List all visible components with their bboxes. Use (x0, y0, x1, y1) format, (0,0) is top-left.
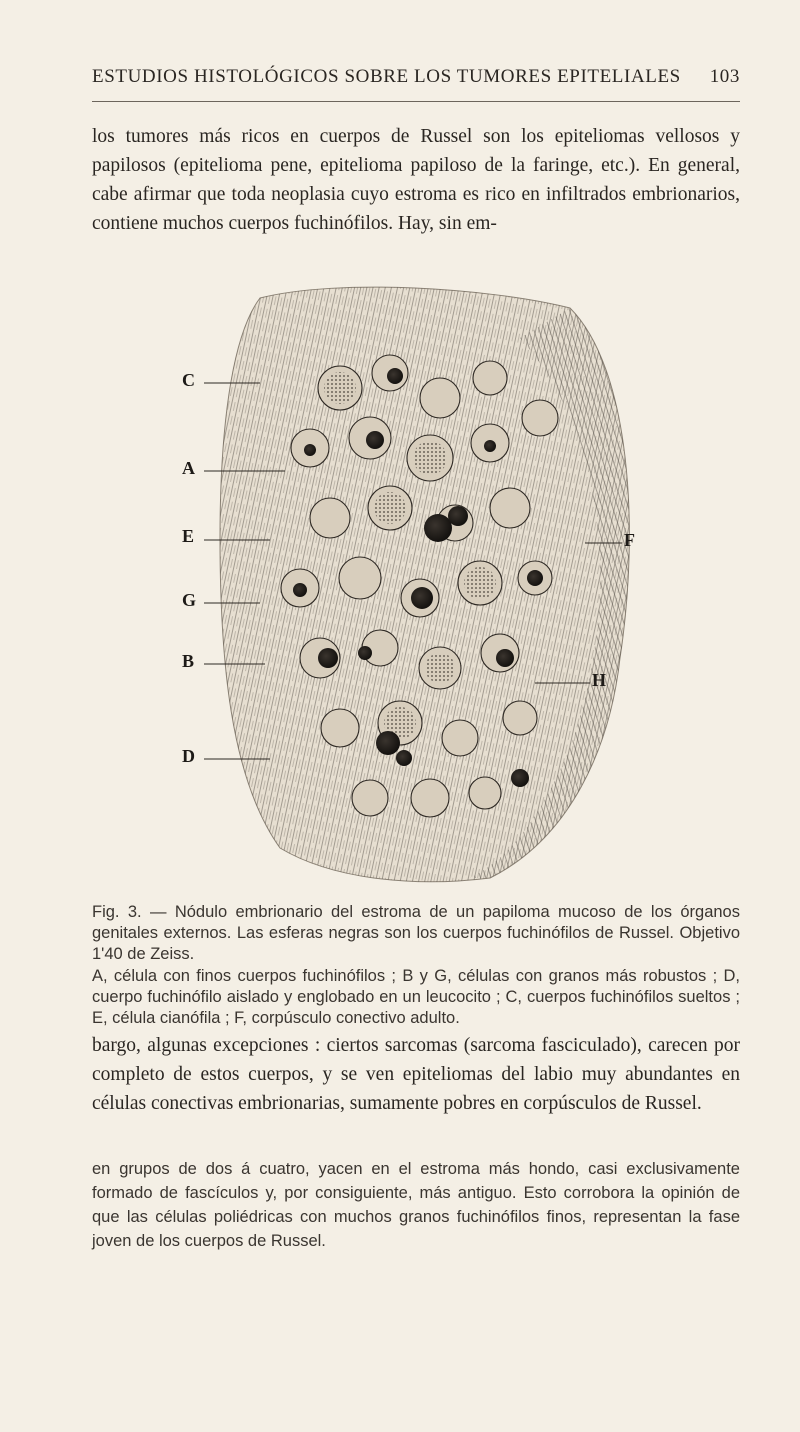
figure-label-d: D (182, 746, 195, 766)
paragraph-1: los tumores más ricos en cuerpos de Russel son los epiteliomas vellosos y papilosos (epitelioma pene, epitelioma papiloso de la faringe, etc.). En general, cabe afirmar que toda neoplasia cuyo estroma es rico en infiltrados embrionarios, contiene muchos cuerpos fuchinófilos. Hay, sin em- (92, 126, 740, 234)
paragraph-3: en grupos de dos á cuatro, yacen en el estroma más hondo, casi exclusivamente formado de fascículos y, por consiguiente, más antiguo. Esto corrobora la opinión de que las células poliédricas con muchos granos fuchinófilos finos, representan la fase joven de los cuerpos de Russel. (92, 1160, 740, 1250)
figure-label-h: H (592, 670, 607, 690)
header-rule (92, 101, 740, 102)
running-head (92, 66, 740, 88)
figure-label-e: E (182, 526, 195, 546)
page-number: 103 (709, 66, 740, 87)
figure-caption: Fig. 3. — Nódulo embrionario del estroma de un papiloma mucoso de los órganos genitales externos. Las esferas negras son los cuerpos fuchinófilos de Russel. Objetivo 1'40 de Zeiss. (92, 903, 740, 963)
histology-illustration (190, 278, 640, 888)
histology-figure (182, 278, 640, 888)
figure-label-b: B (182, 651, 195, 671)
figure-legend: A, célula con finos cuerpos fuchinófilos ; B y G, células con granos más robustos ; D, cuerpo fuchinófilo aislado y englobado en un leucocito ; C, cuerpos fuchinófilos sueltos ; E, célula cianófila ; F, corpúsculo conectivo adulto. (92, 967, 740, 1027)
figure-label-f: F (624, 530, 635, 550)
figure-label-a: A (182, 458, 195, 478)
running-head-title: ESTUDIOS HISTOLÓGICOS SOBRE LOS TUMORES EPITELIALES (92, 66, 681, 87)
paragraph-2: bargo, algunas excepciones : ciertos sarcomas (sarcoma fasciculado), carecen por completo de estos cuerpos, y se ven epiteliomas del labio muy abundantes en células conectivas embrionarias, sumamente pobres en corpúsculos de Russel. (92, 1035, 740, 1114)
figure-label-c: C (182, 370, 195, 390)
figure-label-g: G (182, 590, 197, 610)
